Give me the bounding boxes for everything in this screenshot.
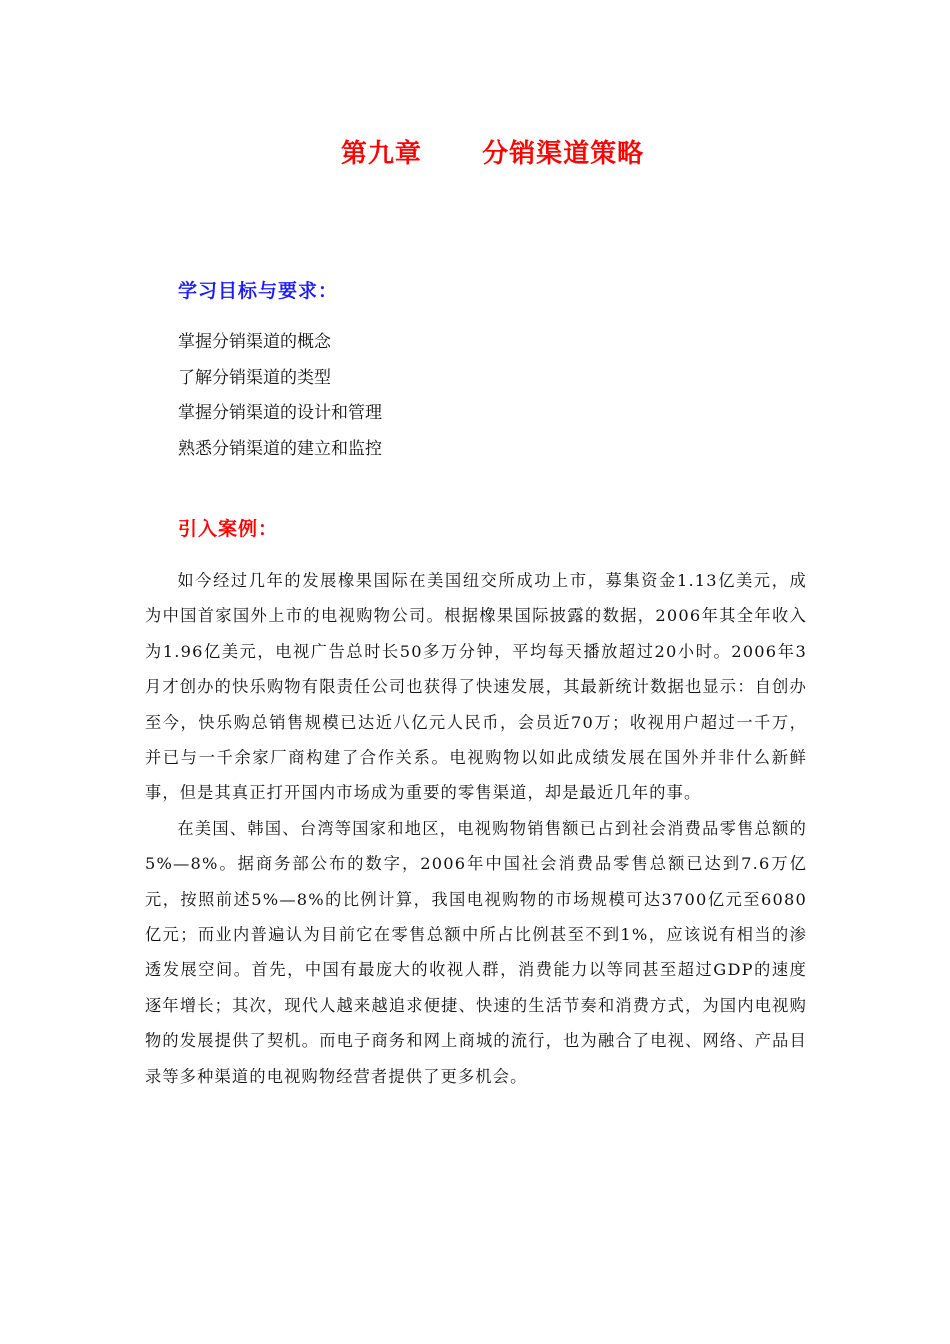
case-intro-heading: 引入案例： (178, 518, 279, 540)
list-item: 掌握分销渠道的设计和管理 (178, 403, 382, 423)
learning-objectives-list (178, 325, 382, 467)
case-intro-body (145, 563, 807, 1094)
list-item: 掌握分销渠道的概念 (178, 332, 331, 352)
chapter-title: 第九章 分销渠道策略 (340, 139, 645, 169)
paragraph: 如今经过几年的发展橡果国际在美国纽交所成功上市，募集资金1.13亿美元，成为中国首家国外上市的电视购物公司。根据橡果国际披露的数据，2006年其全年收入为1.96亿美元，电视广告总时长50多万分钟，平均每天播放超过20小时。2006年3月才创办的快乐购物有限责任公司也获得了快速发展，其最新统计数据也显示：自创办至今，快乐购总销售规模已达近八亿元人民币，会员近70万；收视用户超过一千万，并已与一千余家厂商构建了合作关系。电视购物以如此成绩发展在国外并非什么新鲜事，但是其真正打开国内市场成为重要的零售渠道，却是最近几年的事。 (145, 571, 807, 803)
list-item: 熟悉分销渠道的建立和监控 (178, 438, 382, 459)
learning-objectives-heading: 学习目标与要求： (178, 280, 339, 302)
list-item: 了解分销渠道的类型 (178, 367, 331, 388)
paragraph: 在美国、韩国、台湾等国家和地区，电视购物销售额已占到社会消费品零售总额的5%—8%。据商务部公布的数字，2006年中国社会消费品零售总额已达到7.6万亿元，按照前述5%—8%的比例计算，我国电视购物的市场规模可达3700亿元至6080亿元；而业内普遍认为目前它在零售总额中所占比例甚至不到1%，应该说有相当的渗透发展空间。首先，中国有最庞大的收视人群，消费能力以等同甚至超过GDP的速度逐年增长；其次，现代人越来越追求便捷、快速的生活节奏和消费方式，为国内电视购物的发展提供了契机。而电子商务和网上商城的流行，也为融合了电视、网络、产品目录等多种渠道的电视购物经营者提供了更多机会。 (145, 818, 807, 1086)
